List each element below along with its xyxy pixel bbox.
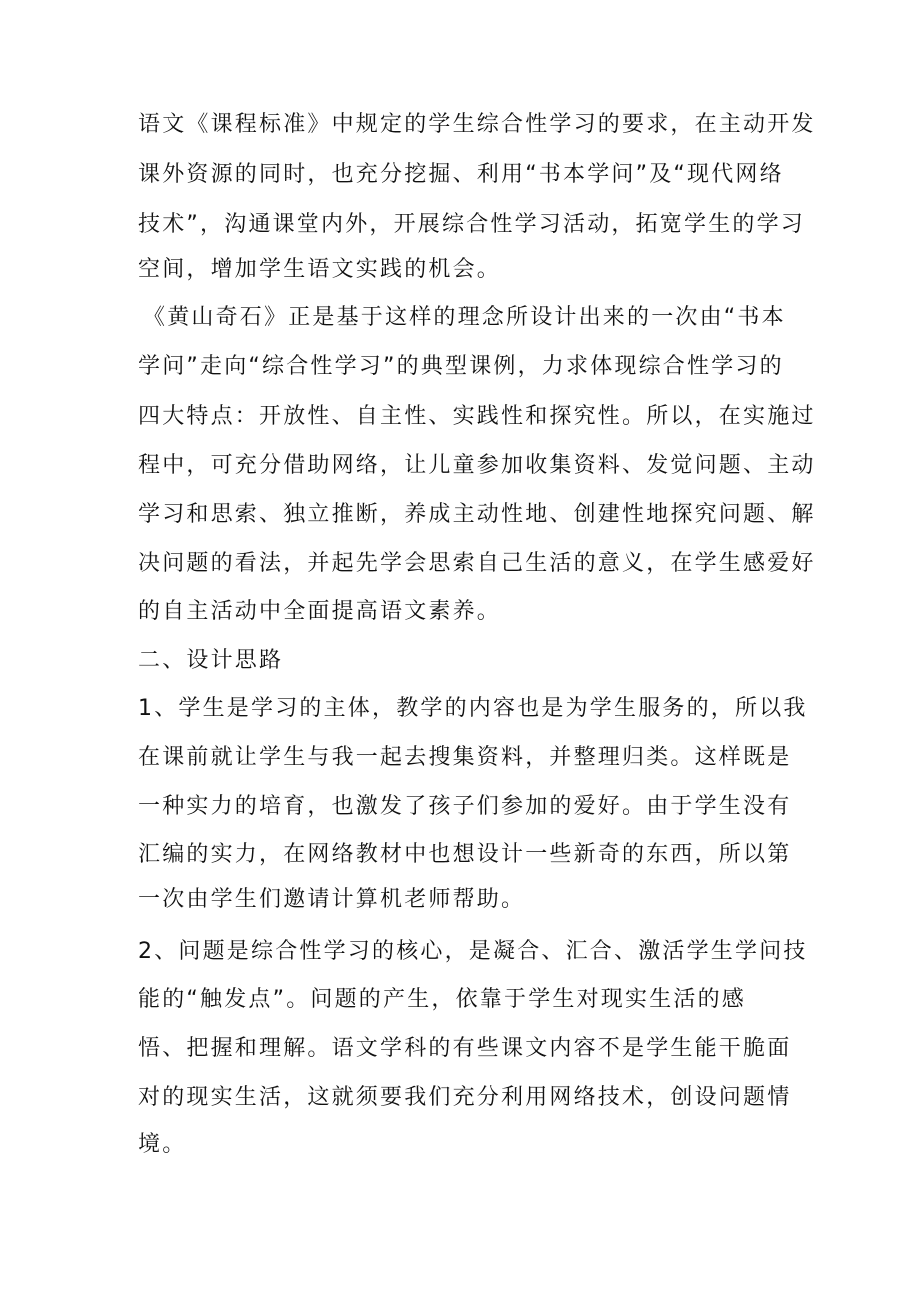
text-line: 课外资源的同时，也充分挖掘、利用“书本学问”及“现代网络 xyxy=(138,162,784,187)
text-line: 空间，增加学生语文实践的机会。 xyxy=(138,257,502,282)
text-line: 一次由学生们邀请计算机老师帮助。 xyxy=(138,887,526,912)
text-line: 《黄山奇石》正是基于这样的理念所设计出来的一次由“书本 xyxy=(143,305,786,330)
text-line: 程中，可充分借助网络，让儿童参加收集资料、发觉问题、主动 xyxy=(138,453,816,478)
section-heading: 二、设计思路 xyxy=(138,648,284,673)
text-line: 技术”，沟通课堂内外，开展综合性学习活动，拓宽学生的学习 xyxy=(138,212,805,237)
text-line: 四大特点：开放性、自主性、实践性和探究性。所以，在实施过 xyxy=(138,404,816,429)
text-line: 决问题的看法，并起先学会思索自己生活的意义，在学生感爱好 xyxy=(138,551,816,576)
text-line: 在课前就让学生与我一起去搜集资料，并整理归类。这样既是 xyxy=(138,745,792,770)
text-line: 悟、把握和理解。语文学科的有些课文内容不是学生能干脆面 xyxy=(138,1036,792,1061)
text-line: 2、问题是综合性学习的核心，是凝合、汇合、激活学生学问技 xyxy=(138,939,808,964)
text-line: 境。 xyxy=(138,1132,187,1157)
text-line: 1、学生是学习的主体，教学的内容也是为学生服务的，所以我 xyxy=(138,696,808,721)
text-line: 一种实力的培育，也激发了孩子们参加的爱好。由于学生没有 xyxy=(138,794,792,819)
text-line: 能的“触发点”。问题的产生，依靠于学生对现实生活的感 xyxy=(138,987,746,1012)
text-line: 的自主活动中全面提高语文素养。 xyxy=(138,599,502,624)
text-line: 对的现实生活，这就须要我们充分利用网络技术，创设问题情 xyxy=(138,1085,792,1110)
text-line: 语文《课程标准》中规定的学生综合性学习的要求，在主动开发 xyxy=(138,112,816,137)
text-line: 汇编的实力，在网络教材中也想设计一些新奇的东西，所以第 xyxy=(138,842,792,867)
text-line: 学问”走向“综合性学习”的典型课例，力求体现综合性学习的 xyxy=(138,354,784,379)
text-line: 学习和思索、独立推断，养成主动性地、创建性地探究问题、解 xyxy=(138,502,816,527)
